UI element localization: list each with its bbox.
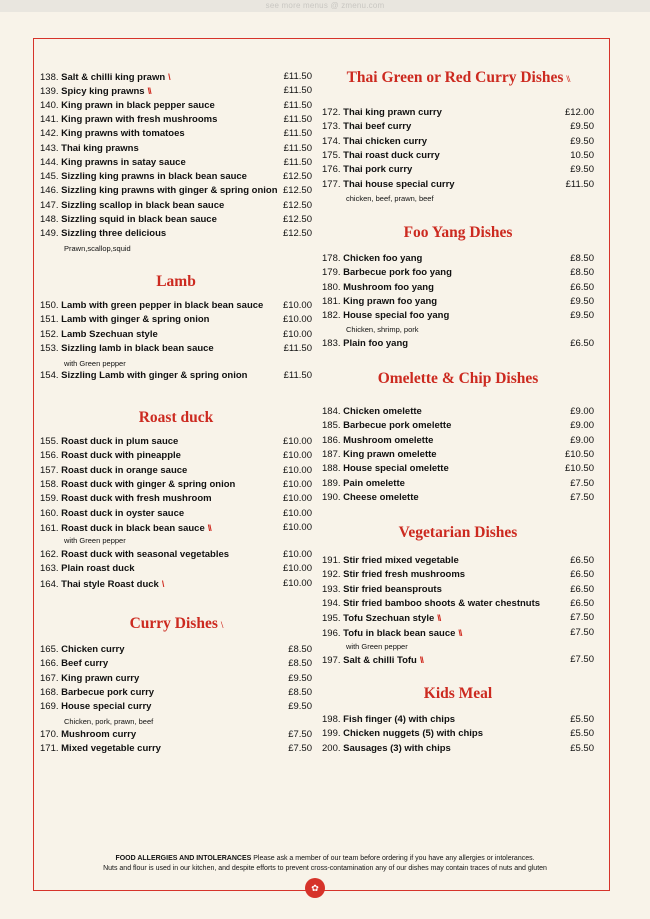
item-number: 183.	[322, 337, 341, 349]
item-name: Lamb Szechuan style	[61, 328, 158, 340]
item-number: 155.	[40, 436, 59, 447]
item-name: Sizzling scallop in black bean sauce	[61, 199, 225, 211]
menu-item	[322, 150, 594, 162]
menu-item	[322, 121, 594, 133]
item-name: Beef curry	[61, 658, 109, 670]
item-number: 158.	[40, 478, 59, 490]
item-price: £6.50	[570, 555, 594, 566]
item-number: 157.	[40, 464, 59, 476]
item-number: 176.	[322, 164, 341, 176]
item-price: £9.50	[570, 121, 594, 133]
item-name: Stir fried beansprouts	[343, 583, 442, 595]
item-price: £11.50	[283, 142, 312, 154]
item-price: £7.50	[288, 728, 312, 740]
item-price: £10.00	[282, 314, 312, 326]
item-number: 197.	[322, 654, 341, 666]
menu-item	[40, 729, 312, 741]
item-name: Tofu Szechuan style	[343, 613, 435, 625]
item-number: 196.	[322, 627, 341, 639]
curry-title-text: Curry Dishes	[129, 615, 218, 632]
item-price: £10.50	[564, 448, 594, 460]
item-name: Sizzling three delicious	[61, 228, 167, 240]
item-number: 168.	[40, 686, 59, 698]
menu-item	[40, 114, 312, 126]
item-number: 178.	[322, 253, 341, 264]
item-name: Chicken nuggets (5) with chips	[343, 728, 484, 740]
item-price: £8.50	[288, 644, 312, 655]
menu-item	[40, 100, 312, 112]
menu-item	[322, 179, 594, 191]
item-subtext: with Green pepper	[64, 359, 126, 368]
item-price: £8.50	[288, 686, 312, 698]
item-number: 182.	[322, 310, 341, 322]
menu-item	[40, 171, 312, 183]
item-price: £11.50	[283, 71, 312, 82]
item-number: 173.	[322, 121, 341, 133]
item-price: £6.50	[570, 281, 594, 293]
item-number: 181.	[322, 295, 341, 307]
item-price: £10.00	[282, 549, 312, 561]
item-number: 189.	[322, 477, 341, 489]
menu-item	[40, 185, 312, 197]
item-name: Thai style Roast duck	[61, 578, 159, 590]
menu-item	[322, 107, 594, 119]
item-name: Thai pork curry	[343, 164, 413, 176]
item-name: Roast duck in orange sauce	[61, 464, 188, 476]
item-name: Thai king prawns	[61, 142, 139, 154]
item-name: King prawn with fresh mushrooms	[61, 113, 218, 125]
item-name: Tofu in black bean sauce	[343, 627, 456, 639]
menu-item	[40, 701, 312, 713]
menu-item	[40, 508, 312, 520]
section-title-vegetarian: Vegetarian Dishes	[398, 524, 518, 541]
menu-page	[0, 12, 650, 919]
item-price: £12.00	[564, 107, 594, 118]
item-name: Stir fried bamboo shoots & water chestnuts	[343, 597, 541, 609]
item-number: 165.	[40, 644, 59, 655]
item-price: £11.50	[283, 99, 312, 111]
menu-item	[322, 555, 594, 567]
item-number: 160.	[40, 507, 59, 519]
item-price: £12.50	[282, 171, 312, 183]
menu-item	[322, 267, 594, 279]
menu-item	[322, 569, 594, 581]
item-price: £8.50	[570, 267, 594, 279]
item-name: Salt & chilli king prawn	[61, 72, 166, 83]
menu-item	[40, 300, 312, 312]
chili-icon: \	[220, 620, 223, 630]
menu-item	[40, 157, 312, 169]
menu-item	[322, 338, 594, 350]
item-price: £9.50	[570, 295, 594, 307]
item-number: 194.	[322, 597, 341, 609]
item-number: 148.	[40, 214, 59, 225]
item-price: £11.50	[565, 178, 594, 190]
item-name: Cheese omelette	[343, 491, 419, 503]
item-name: Roast duck with seasonal vegetables	[61, 549, 230, 561]
chili-icon: \	[168, 72, 170, 82]
item-subtext: chicken, beef, prawn, beef	[346, 194, 434, 203]
item-price: £11.50	[283, 342, 312, 354]
item-number: 163.	[40, 563, 59, 575]
item-name: King prawn foo yang	[343, 295, 438, 307]
menu-item	[322, 463, 594, 475]
item-price: £9.50	[570, 164, 594, 176]
item-price: £7.50	[570, 491, 594, 503]
section-title-roast-duck: Roast duck	[138, 409, 214, 426]
item-price: 10.50	[570, 149, 594, 161]
item-price: £10.00	[282, 563, 312, 575]
item-number: 151.	[40, 314, 59, 326]
menu-item	[322, 627, 594, 640]
menu-item	[322, 435, 594, 447]
menu-item	[322, 743, 594, 755]
item-price: £10.50	[564, 463, 594, 475]
item-price: £11.50	[283, 128, 312, 140]
item-number: 195.	[322, 613, 341, 625]
menu-item	[40, 465, 312, 477]
item-number: 188.	[322, 463, 341, 475]
item-number: 143.	[40, 142, 59, 154]
menu-item	[40, 214, 312, 226]
menu-item	[40, 85, 312, 98]
item-number: 200.	[322, 742, 341, 754]
item-number: 142.	[40, 128, 59, 140]
allergy-notice-line1: Please ask a member of our team before ordering if you have any allergies or intolerances.	[251, 855, 535, 862]
item-price: £9.50	[570, 310, 594, 322]
item-name: Thai king prawn curry	[343, 107, 442, 118]
item-name: King prawns with tomatoes	[61, 128, 185, 140]
item-number: 156.	[40, 450, 59, 462]
item-price: £12.50	[282, 214, 312, 225]
item-price: £10.00	[282, 436, 312, 447]
section-title-foo-yang: Foo Yang Dishes	[403, 224, 513, 241]
item-price: £9.00	[570, 406, 594, 417]
menu-item	[40, 563, 312, 575]
item-number: 185.	[322, 420, 341, 432]
item-name: Plain roast duck	[61, 563, 135, 575]
menu-item	[40, 644, 312, 656]
item-number: 146.	[40, 185, 59, 197]
item-number: 162.	[40, 549, 59, 561]
item-number: 145.	[40, 171, 59, 183]
item-name: Mixed vegetable curry	[61, 742, 161, 754]
menu-item	[40, 549, 312, 561]
item-name: Barbecue pork curry	[61, 686, 155, 698]
item-number: 161.	[40, 522, 59, 534]
menu-item	[322, 598, 594, 610]
menu-item	[322, 714, 594, 726]
menu-item	[40, 673, 312, 685]
item-name: Roast duck in black bean sauce	[61, 522, 205, 534]
item-name: Mushroom curry	[61, 728, 137, 740]
item-number: 177.	[322, 178, 341, 190]
item-number: 170.	[40, 728, 59, 740]
item-price: £7.50	[570, 653, 594, 665]
section-title-curry	[40, 615, 312, 633]
item-price: £11.50	[283, 113, 312, 125]
left-column	[40, 71, 312, 791]
item-price: £8.50	[570, 253, 594, 264]
chili-icon: \\	[437, 613, 441, 624]
item-subtext: Prawn,scallop,squid	[64, 244, 131, 253]
item-price: £9.50	[570, 135, 594, 147]
menu-item	[40, 578, 312, 591]
menu-item	[322, 420, 594, 432]
chili-icon: \	[161, 578, 164, 589]
menu-item	[322, 584, 594, 596]
item-number: 190.	[322, 491, 341, 503]
item-number: 167.	[40, 672, 59, 684]
item-number: 144.	[40, 156, 59, 168]
item-name: King prawns in satay sauce	[61, 156, 186, 168]
menu-item	[322, 296, 594, 308]
item-number: 169.	[40, 701, 59, 713]
item-number: 147.	[40, 199, 59, 211]
item-name: Fish finger (4) with chips	[343, 714, 456, 725]
menu-item	[40, 200, 312, 212]
item-number: 193.	[322, 583, 341, 595]
item-price: £10.00	[282, 328, 312, 340]
item-name: Sizzling king prawns in black bean sauce	[61, 171, 247, 183]
item-name: Thai beef curry	[343, 121, 412, 133]
item-price: £9.50	[288, 701, 312, 713]
item-name: Mushroom foo yang	[343, 281, 434, 293]
item-subtext: Chicken, pork, prawn, beef	[64, 717, 154, 726]
menu-item	[40, 314, 312, 326]
menu-item	[322, 253, 594, 265]
item-price: £10.00	[282, 300, 312, 311]
menu-item	[40, 329, 312, 341]
item-price: £6.50	[570, 583, 594, 595]
item-number: 159.	[40, 493, 59, 505]
allergy-notice-line2: Nuts and flour is used in our kitchen, and despite efforts to prevent cross-contamination any of our dishes may contain traces of nuts and gluten	[103, 865, 547, 872]
item-number: 139.	[40, 86, 59, 98]
item-price: £10.00	[282, 493, 312, 505]
menu-item	[40, 479, 312, 491]
item-name: Sizzling king prawns with ginger & spring onion	[61, 185, 278, 197]
menu-item	[40, 370, 312, 382]
item-number: 174.	[322, 135, 341, 147]
item-price: £10.00	[282, 521, 312, 533]
item-price: £11.50	[283, 156, 312, 168]
item-number: 184.	[322, 406, 341, 417]
menu-item	[322, 728, 594, 740]
item-number: 179.	[322, 267, 341, 279]
menu-item	[322, 164, 594, 176]
item-price: £7.50	[570, 612, 594, 624]
menu-item	[40, 343, 312, 355]
item-price: £7.50	[288, 742, 312, 754]
item-name: Stir fried fresh mushrooms	[343, 569, 466, 581]
item-name: Lamb with ginger & spring onion	[61, 314, 210, 326]
item-number: 149.	[40, 228, 59, 240]
item-number: 175.	[322, 149, 341, 161]
menu-item	[322, 136, 594, 148]
item-price: £10.00	[282, 450, 312, 462]
item-price: £11.50	[283, 370, 312, 382]
menu-item	[40, 128, 312, 140]
menu-item	[40, 143, 312, 155]
item-number: 171.	[40, 742, 59, 754]
item-name: House special curry	[61, 701, 152, 713]
item-number: 150.	[40, 300, 59, 311]
item-price: £6.50	[570, 569, 594, 581]
item-name: Roast duck in oyster sauce	[61, 507, 185, 519]
item-number: 140.	[40, 99, 59, 111]
item-name: House special foo yang	[343, 310, 450, 322]
item-price: £7.50	[570, 626, 594, 638]
item-name: Roast duck with fresh mushroom	[61, 493, 212, 505]
item-price: £9.50	[288, 672, 312, 684]
item-name: King prawn in black pepper sauce	[61, 99, 215, 111]
item-price: £8.50	[288, 658, 312, 670]
item-name: Thai chicken curry	[343, 135, 428, 147]
item-number: 164.	[40, 578, 59, 590]
menu-item	[40, 450, 312, 462]
item-number: 153.	[40, 342, 59, 354]
item-name: Thai roast duck curry	[343, 149, 440, 161]
item-name: King prawn curry	[61, 672, 140, 684]
item-name: Salt & chilli Tofu	[343, 654, 417, 666]
menu-item	[322, 449, 594, 461]
item-price: £5.50	[570, 742, 594, 754]
item-name: Sizzling squid in black bean sauce	[61, 214, 217, 225]
item-name: Sizzling lamb in black bean sauce	[61, 342, 214, 354]
item-number: 141.	[40, 113, 59, 125]
item-number: 166.	[40, 658, 59, 670]
item-name: Sausages (3) with chips	[343, 742, 451, 754]
menu-item	[322, 310, 594, 322]
item-price: £5.50	[570, 714, 594, 725]
chili-icon: \\	[458, 627, 462, 638]
item-number: 186.	[322, 434, 341, 446]
menu-item	[322, 478, 594, 490]
section-title-kids-meal: Kids Meal	[423, 685, 493, 702]
item-name: Lamb with green pepper in black bean sauce	[61, 300, 264, 311]
menu-item	[40, 436, 312, 448]
allergy-notice-heading: FOOD ALLERGIES AND INTOLERANCES	[115, 855, 252, 862]
item-name: Roast duck in plum sauce	[61, 436, 179, 447]
item-price: £7.50	[570, 477, 594, 489]
section-title-lamb: Lamb	[156, 273, 196, 290]
item-name: Barbecue pork omelette	[343, 420, 452, 432]
menu-item	[40, 71, 312, 84]
menu-item	[322, 612, 594, 625]
item-number: 152.	[40, 328, 59, 340]
chili-icon: \\	[147, 86, 151, 97]
item-name: Spicy king prawns	[61, 86, 145, 98]
item-subtext: Chicken, shrimp, pork	[346, 325, 419, 334]
item-name: Roast duck with pineapple	[61, 450, 181, 462]
item-subtext: with Green pepper	[64, 536, 126, 545]
item-price: £10.00	[282, 507, 312, 519]
item-number: 187.	[322, 448, 341, 460]
item-name: Chicken foo yang	[343, 253, 423, 264]
chili-icon: \\	[566, 74, 570, 84]
section-title-thai-curry	[322, 69, 594, 87]
item-price: £11.50	[283, 85, 312, 97]
item-name: Roast duck with ginger & spring onion	[61, 478, 236, 490]
item-number: 191.	[322, 555, 341, 566]
top-note: see more menus @ zmenu.com	[265, 1, 385, 10]
menu-item	[322, 406, 594, 418]
item-name: Stir fried mixed vegetable	[343, 555, 459, 566]
item-name: Barbecue pork foo yang	[343, 267, 452, 279]
item-number: 138.	[40, 72, 59, 83]
item-name: Sizzling Lamb with ginger & spring onion	[61, 370, 248, 382]
item-number: 192.	[322, 569, 341, 581]
item-name: Thai house special curry	[343, 178, 455, 190]
item-price: £9.00	[570, 434, 594, 446]
menu-item	[40, 687, 312, 699]
item-name: Chicken curry	[61, 644, 125, 655]
item-price: £9.00	[570, 420, 594, 432]
item-price: £6.50	[570, 597, 594, 609]
menu-item	[40, 743, 312, 755]
menu-item	[40, 228, 312, 240]
item-number: 198.	[322, 714, 341, 725]
item-name: Mushroom omelette	[343, 434, 434, 446]
thai-title-text: Thai Green or Red Curry Dishes	[346, 69, 564, 86]
item-name: Pain omelette	[343, 477, 405, 489]
menu-item	[322, 654, 594, 667]
section-title-omelette: Omelette & Chip Dishes	[377, 370, 539, 387]
right-column	[322, 69, 594, 789]
chili-icon: \\	[419, 654, 423, 665]
menu-item	[40, 522, 312, 535]
menu-item	[40, 493, 312, 505]
item-name: Plain foo yang	[343, 337, 409, 349]
item-price: £5.50	[570, 728, 594, 740]
item-name: Chicken omelette	[343, 406, 422, 417]
item-number: 180.	[322, 281, 341, 293]
item-number: 199.	[322, 728, 341, 740]
menu-item	[322, 282, 594, 294]
chili-icon: \\	[207, 522, 211, 533]
item-price: £6.50	[570, 337, 594, 349]
item-price: £10.00	[282, 464, 312, 476]
item-price: £10.00	[282, 478, 312, 490]
item-price: £12.50	[282, 199, 312, 211]
allergy-notice	[60, 854, 590, 874]
item-name: King prawn omelette	[343, 448, 437, 460]
item-subtext: with Green pepper	[346, 642, 408, 651]
item-price: £12.50	[282, 185, 312, 197]
item-price: £10.00	[282, 577, 312, 589]
item-name: House special omelette	[343, 463, 449, 475]
menu-item	[322, 492, 594, 504]
item-price: £12.50	[282, 228, 312, 240]
item-number: 154.	[40, 370, 59, 382]
restaurant-logo: ✿	[305, 878, 325, 898]
item-number: 172.	[322, 107, 341, 118]
menu-item	[40, 658, 312, 670]
